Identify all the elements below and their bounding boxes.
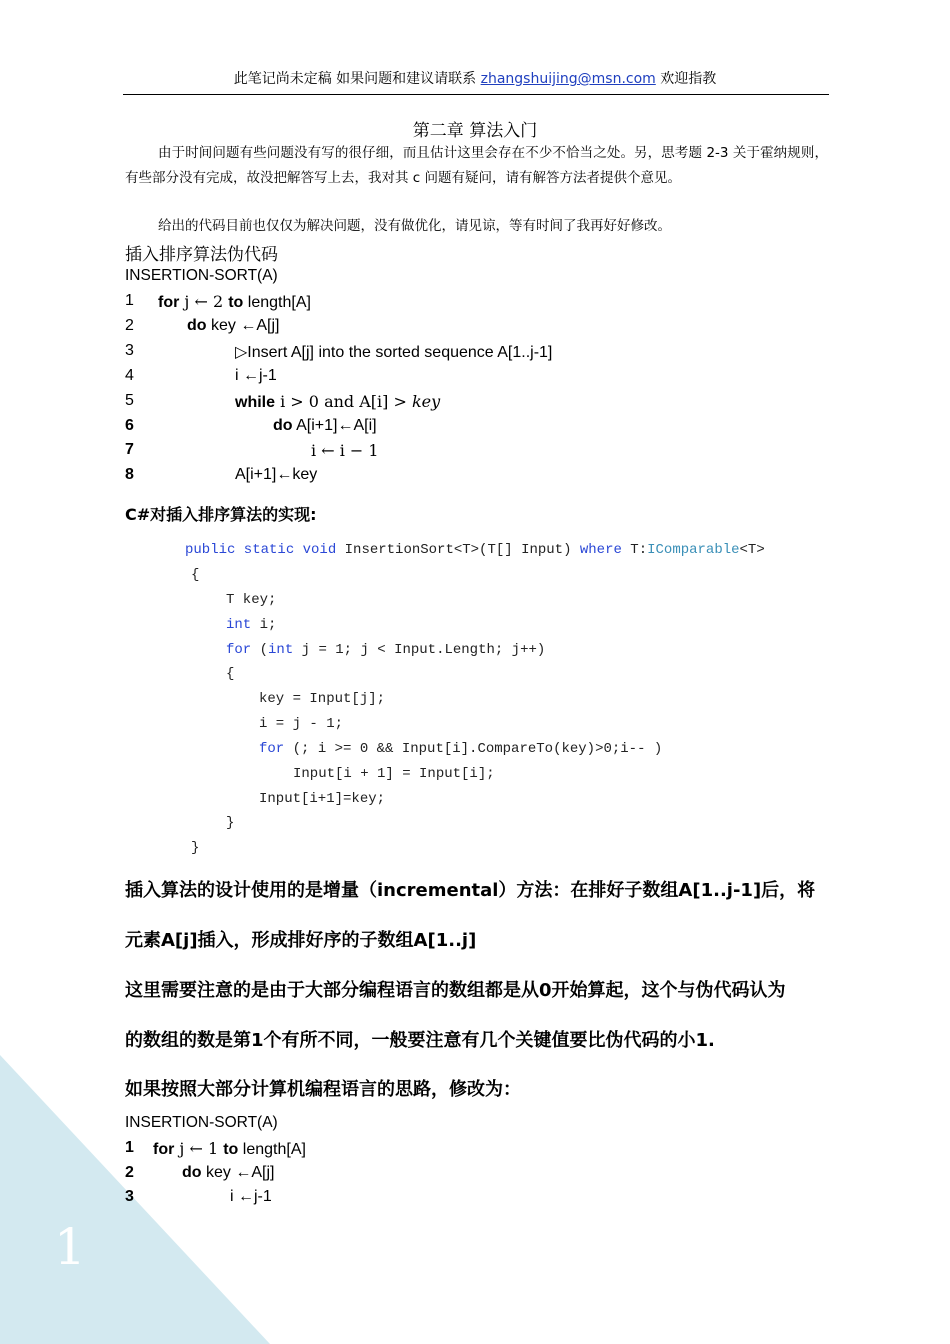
code-line: Input[i+1]=key; [259,791,386,807]
code-line: { [226,666,235,682]
line-number: 6 [125,417,134,434]
code-line: for (int j = 1; j < Input.Length; j++) [226,642,546,658]
line-number: 4 [125,367,134,384]
code-line: T key; [226,592,277,608]
note-line: 的数组的数是第1个有所不同，一般要注意有几个关键值要比伪代码的小1. [125,1030,715,1051]
code-line: int i; [226,617,277,633]
header-rule [123,94,829,95]
code-line: for (; i >= 0 && Input[i].CompareTo(key)>0;i-- ) [259,741,663,757]
line-number: 3 [125,342,134,359]
line-number: 8 [125,466,134,483]
intro-paragraph-1: 由于时间问题有些问题没有写的很仔细，而且估计这里会存在不少不恰当之处。另，思考题 2-3 关于霍纳规则，有些部分没有完成，故没把解答写上去，我对其 c 问题有疑问，请有解答方法者提供个意见。 [125,145,828,186]
header-note-prefix: 此笔记尚未定稿 如果问题和建议请联系 [233,71,481,87]
header-note [0,68,950,88]
pseudocode-2-name: INSERTION-SORT(A) [125,1114,278,1131]
intro-paragraph-2: 给出的代码目前也仅仅为解决问题，没有做优化，请见谅，等有时间了我再好好修改。 [158,218,671,234]
code-line: key = Input[j]; [259,691,386,707]
pseudocode-name: INSERTION-SORT(A) [125,267,278,284]
line-number: 3 [125,1188,134,1205]
line-number: 1 [125,1139,134,1156]
email-link[interactable]: zhangshuijing@msn.com [480,71,656,87]
code-line: } [226,815,235,831]
code-line: i = j - 1; [259,716,344,732]
code-line: public static void InsertionSort<T>(T[] Input) where T:IComparable<T> [185,542,765,558]
header-note-suffix: 欢迎指教 [655,71,717,87]
line-number: 2 [125,317,134,334]
note-line: 插入算法的设计使用的是增量（incremental）方法：在排好子数组A[1..j-1]后，将 [125,880,816,901]
code-line: Input[i + 1] = Input[i]; [293,766,495,782]
code-line: } [191,840,200,856]
line-number: 2 [125,1164,134,1181]
chapter-title: 第二章 算法入门 [412,121,538,141]
line-number: 7 [125,441,134,458]
page-number: 1 [54,1218,86,1276]
line-number: 1 [125,292,134,309]
pseudocode-heading: 插入排序算法伪代码 [125,245,278,265]
note-line: 这里需要注意的是由于大部分编程语言的数组都是从0开始算起，这个与伪代码认为 [125,980,786,1001]
line-number: 5 [125,392,134,409]
code-line: { [191,567,200,583]
note-line: 元素A[j]插入，形成排好序的子数组A[1..j] [125,930,477,951]
note-line: 如果按照大部分计算机编程语言的思路，修改为： [125,1079,521,1100]
csharp-heading: C#对插入排序算法的实现: [125,505,317,524]
